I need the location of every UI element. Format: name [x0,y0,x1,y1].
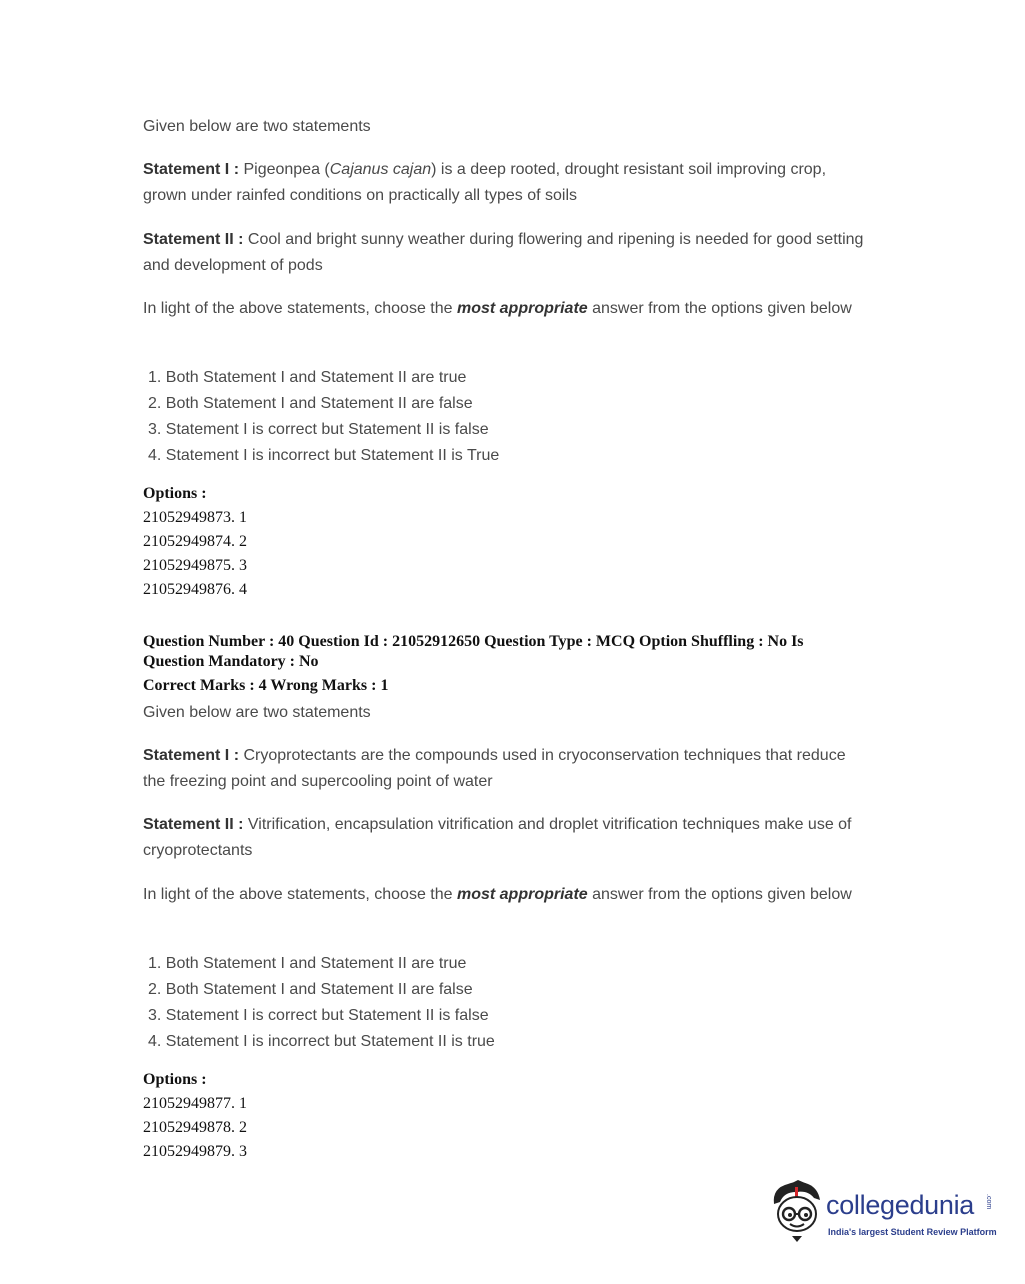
q39-choices [143,365,868,469]
option-id: 21052949877. 1 [143,1095,247,1112]
option-id: 21052949875. 3 [143,557,247,574]
choice-item: 3. Statement I is correct but Statement II is false [148,421,489,438]
choice-item: 3. Statement I is correct but Statement II is false [148,1007,489,1024]
logo-suffix: .com [985,1194,992,1210]
q40-statement-2: Statement II : Vitrification, encapsulation vitrification and droplet vitrification techniques make use of cryoprotectants [143,816,852,859]
q40-statement-1: Statement I : Cryoprotectants are the compounds used in cryoconservation techniques that reduce the freezing point and supercooling point of water [143,747,846,790]
option-id: 21052949878. 2 [143,1119,247,1136]
option-id: 21052949874. 2 [143,533,247,550]
option-id: 21052949879. 3 [143,1143,247,1160]
options-label: Options : [143,485,207,502]
statement-label: Statement II : [143,816,244,833]
choice-item: 4. Statement I is incorrect but Statement II is true [148,1033,495,1050]
choice-item: 4. Statement I is incorrect but Statement II is True [148,447,500,464]
collegedunia-logo [768,1178,997,1250]
question-meta-line: Question Number : 40 Question Id : 21052912650 Question Type : MCQ Option Shuffling : No Is Question Mandatory : No [143,633,804,670]
statement-label: Statement II : [143,231,244,248]
q39-statement-1: Statement I : Pigeonpea (Cajanus cajan) is a deep rooted, drought resistant soil improving crop, grown under rainfed conditions on practically all types of soils [143,161,827,204]
q39-statement-2: Statement II : Cool and bright sunny weather during flowering and ripening is needed for good setting and development of pods [143,231,864,274]
q40-options [143,1068,868,1164]
student-mascot-icon [768,1178,826,1244]
q39-prompt: In light of the above statements, choose the most appropriate answer from the options given below [143,300,852,317]
q40-meta [143,632,868,696]
options-label: Options : [143,1071,207,1088]
choice-item: 1. Both Statement I and Statement II are true [148,955,467,972]
q39-intro: Given below are two statements [143,118,371,135]
choice-item: 1. Both Statement I and Statement II are true [148,369,467,386]
q39-options [143,482,868,602]
q40-choices [143,951,868,1055]
choice-item: 2. Both Statement I and Statement II are false [148,395,473,412]
q40-prompt: In light of the above statements, choose the most appropriate answer from the options given below [143,886,852,903]
logo-tagline: India's largest Student Review Platform [828,1227,997,1237]
q40-intro: Given below are two statements [143,704,371,721]
statement-label: Statement I : [143,747,240,764]
option-id: 21052949876. 4 [143,581,247,598]
choice-item: 2. Both Statement I and Statement II are false [148,981,473,998]
statement-label: Statement I : [143,161,240,178]
logo-wordmark: collegedunia [826,1190,975,1220]
question-marks-line: Correct Marks : 4 Wrong Marks : 1 [143,677,389,694]
option-id: 21052949873. 1 [143,509,247,526]
